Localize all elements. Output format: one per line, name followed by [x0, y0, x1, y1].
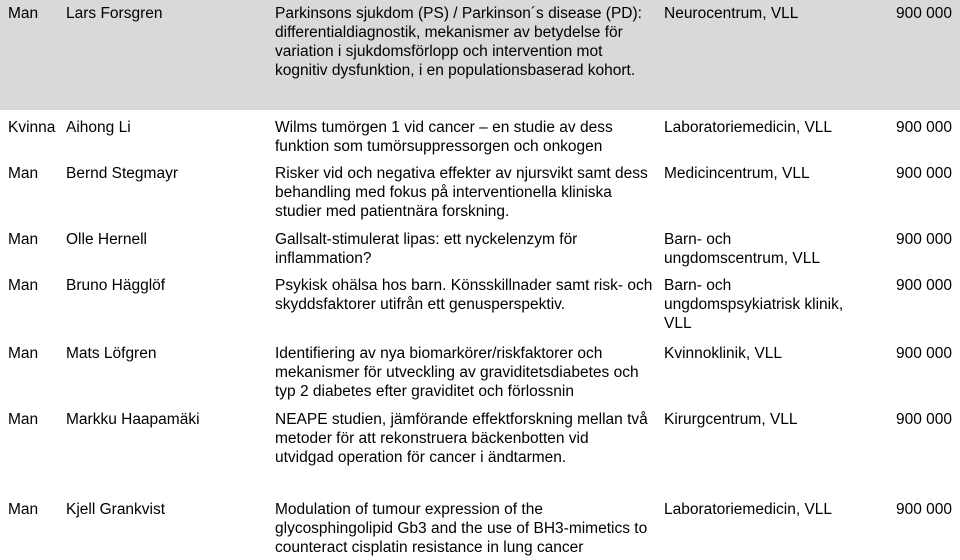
table-row — [0, 272, 960, 338]
project-title-line: studier med patientnära forskning. — [275, 203, 510, 220]
project-title-cell — [275, 344, 660, 401]
amount-cell: 900 000 — [895, 501, 952, 518]
project-title-cell — [275, 230, 660, 268]
name-cell: Bruno Hägglöf — [66, 277, 166, 294]
name-cell: Bernd Stegmayr — [66, 165, 178, 182]
project-title-line: Wilms tumörgen 1 vid cancer – en studie av dess — [275, 119, 613, 136]
amount-cell: 900 000 — [895, 5, 952, 22]
department-line: Laboratoriemedicin, VLL — [664, 501, 833, 518]
name-cell: Markku Haapamäki — [66, 411, 200, 428]
project-title-line: variation i sjukdomsförlopp och intervention mot — [275, 43, 603, 60]
department-line: ungdomspsykiatrisk klinik, — [664, 296, 844, 313]
department-cell — [664, 164, 884, 183]
project-title-line: behandling med fokus på interventionella kliniska — [275, 184, 612, 201]
project-title-line: differentialdiagnostik, mekanismer av betydelse för — [275, 24, 623, 41]
project-title-line: metoder för att rekonstruera bäckenbotten vid — [275, 430, 589, 447]
project-title-cell — [275, 164, 660, 221]
department-cell — [664, 410, 884, 429]
project-title-line: typ 2 diabetes efter graviditet och förlossnin — [275, 383, 574, 400]
department-cell — [664, 344, 884, 363]
project-title-line: Risker vid och negativa effekter av njursvikt samt dess — [275, 165, 648, 182]
department-line: Medicincentrum, VLL — [664, 165, 810, 182]
department-line: ungdomscentrum, VLL — [664, 250, 820, 267]
department-line: Kirurgcentrum, VLL — [664, 411, 798, 428]
department-line: Kvinnoklinik, VLL — [664, 345, 783, 362]
department-line: Laboratoriemedicin, VLL — [664, 119, 833, 136]
project-title-line: mekanismer för utveckling av graviditetsdiabetes och — [275, 364, 639, 381]
project-title-cell — [275, 118, 660, 156]
project-title-line: Modulation of tumour expression of the — [275, 501, 543, 518]
project-title-cell — [275, 500, 660, 557]
project-title-line: Identifiering av nya biomarkörer/riskfaktorer och — [275, 345, 603, 362]
gender-cell: Man — [8, 5, 39, 22]
amount-cell: 900 000 — [895, 165, 952, 182]
name-cell: Aihong Li — [66, 119, 131, 136]
table-row — [0, 340, 960, 406]
table-row — [0, 160, 960, 226]
project-title-line: glycosphingolipid Gb3 and the use of BH3-mimetics to — [275, 520, 648, 537]
gender-cell: Man — [8, 345, 39, 362]
name-cell: Olle Hernell — [66, 231, 147, 248]
gender-cell: Man — [8, 165, 39, 182]
department-cell — [664, 118, 884, 137]
project-title-line: utvidgad operation för cancer i ändtarmen. — [275, 449, 567, 466]
name-cell: Lars Forsgren — [66, 5, 163, 22]
project-title-line: inflammation? — [275, 250, 372, 267]
department-line: Barn- och — [664, 231, 732, 248]
table-row — [0, 114, 960, 160]
amount-cell: 900 000 — [895, 277, 952, 294]
gender-cell: Kvinna — [8, 119, 56, 136]
department-line: Neurocentrum, VLL — [664, 5, 799, 22]
project-title-cell — [275, 276, 660, 314]
gender-cell: Man — [8, 411, 39, 428]
table-row — [0, 496, 960, 560]
department-line: Barn- och — [664, 277, 732, 294]
amount-cell: 900 000 — [895, 345, 952, 362]
department-cell — [664, 4, 884, 23]
name-cell: Mats Löfgren — [66, 345, 157, 362]
project-title-line: Psykisk ohälsa hos barn. Könsskillnader samt risk- och — [275, 277, 653, 294]
department-line: VLL — [664, 315, 692, 332]
project-title-line: counteract cisplatin resistance in lung cancer — [275, 539, 584, 556]
project-title-line: skyddsfaktorer utifrån ett genusperspektiv. — [275, 296, 566, 313]
name-cell: Kjell Grankvist — [66, 501, 166, 518]
table-row — [0, 226, 960, 272]
gender-cell: Man — [8, 501, 39, 518]
department-cell — [664, 276, 884, 333]
project-title-line: Parkinsons sjukdom (PS) / Parkinson´s disease (PD): — [275, 5, 642, 22]
department-cell — [664, 230, 884, 268]
amount-cell: 900 000 — [895, 119, 952, 136]
amount-cell: 900 000 — [895, 411, 952, 428]
department-cell — [664, 500, 884, 519]
project-title-line: kognitiv dysfunktion, i en populationsbaserad kohort. — [275, 62, 636, 79]
project-title-cell — [275, 4, 660, 80]
gender-cell: Man — [8, 231, 39, 248]
table-row — [0, 406, 960, 476]
table-row — [0, 0, 960, 110]
project-title-cell — [275, 410, 660, 467]
project-title-line: funktion som tumörsuppressorgen och onkogen — [275, 138, 603, 155]
project-title-line: NEAPE studien, jämförande effektforskning mellan två — [275, 411, 648, 428]
project-title-line: Gallsalt-stimulerat lipas: ett nyckelenzym för — [275, 231, 578, 248]
gender-cell: Man — [8, 277, 39, 294]
amount-cell: 900 000 — [895, 231, 952, 248]
